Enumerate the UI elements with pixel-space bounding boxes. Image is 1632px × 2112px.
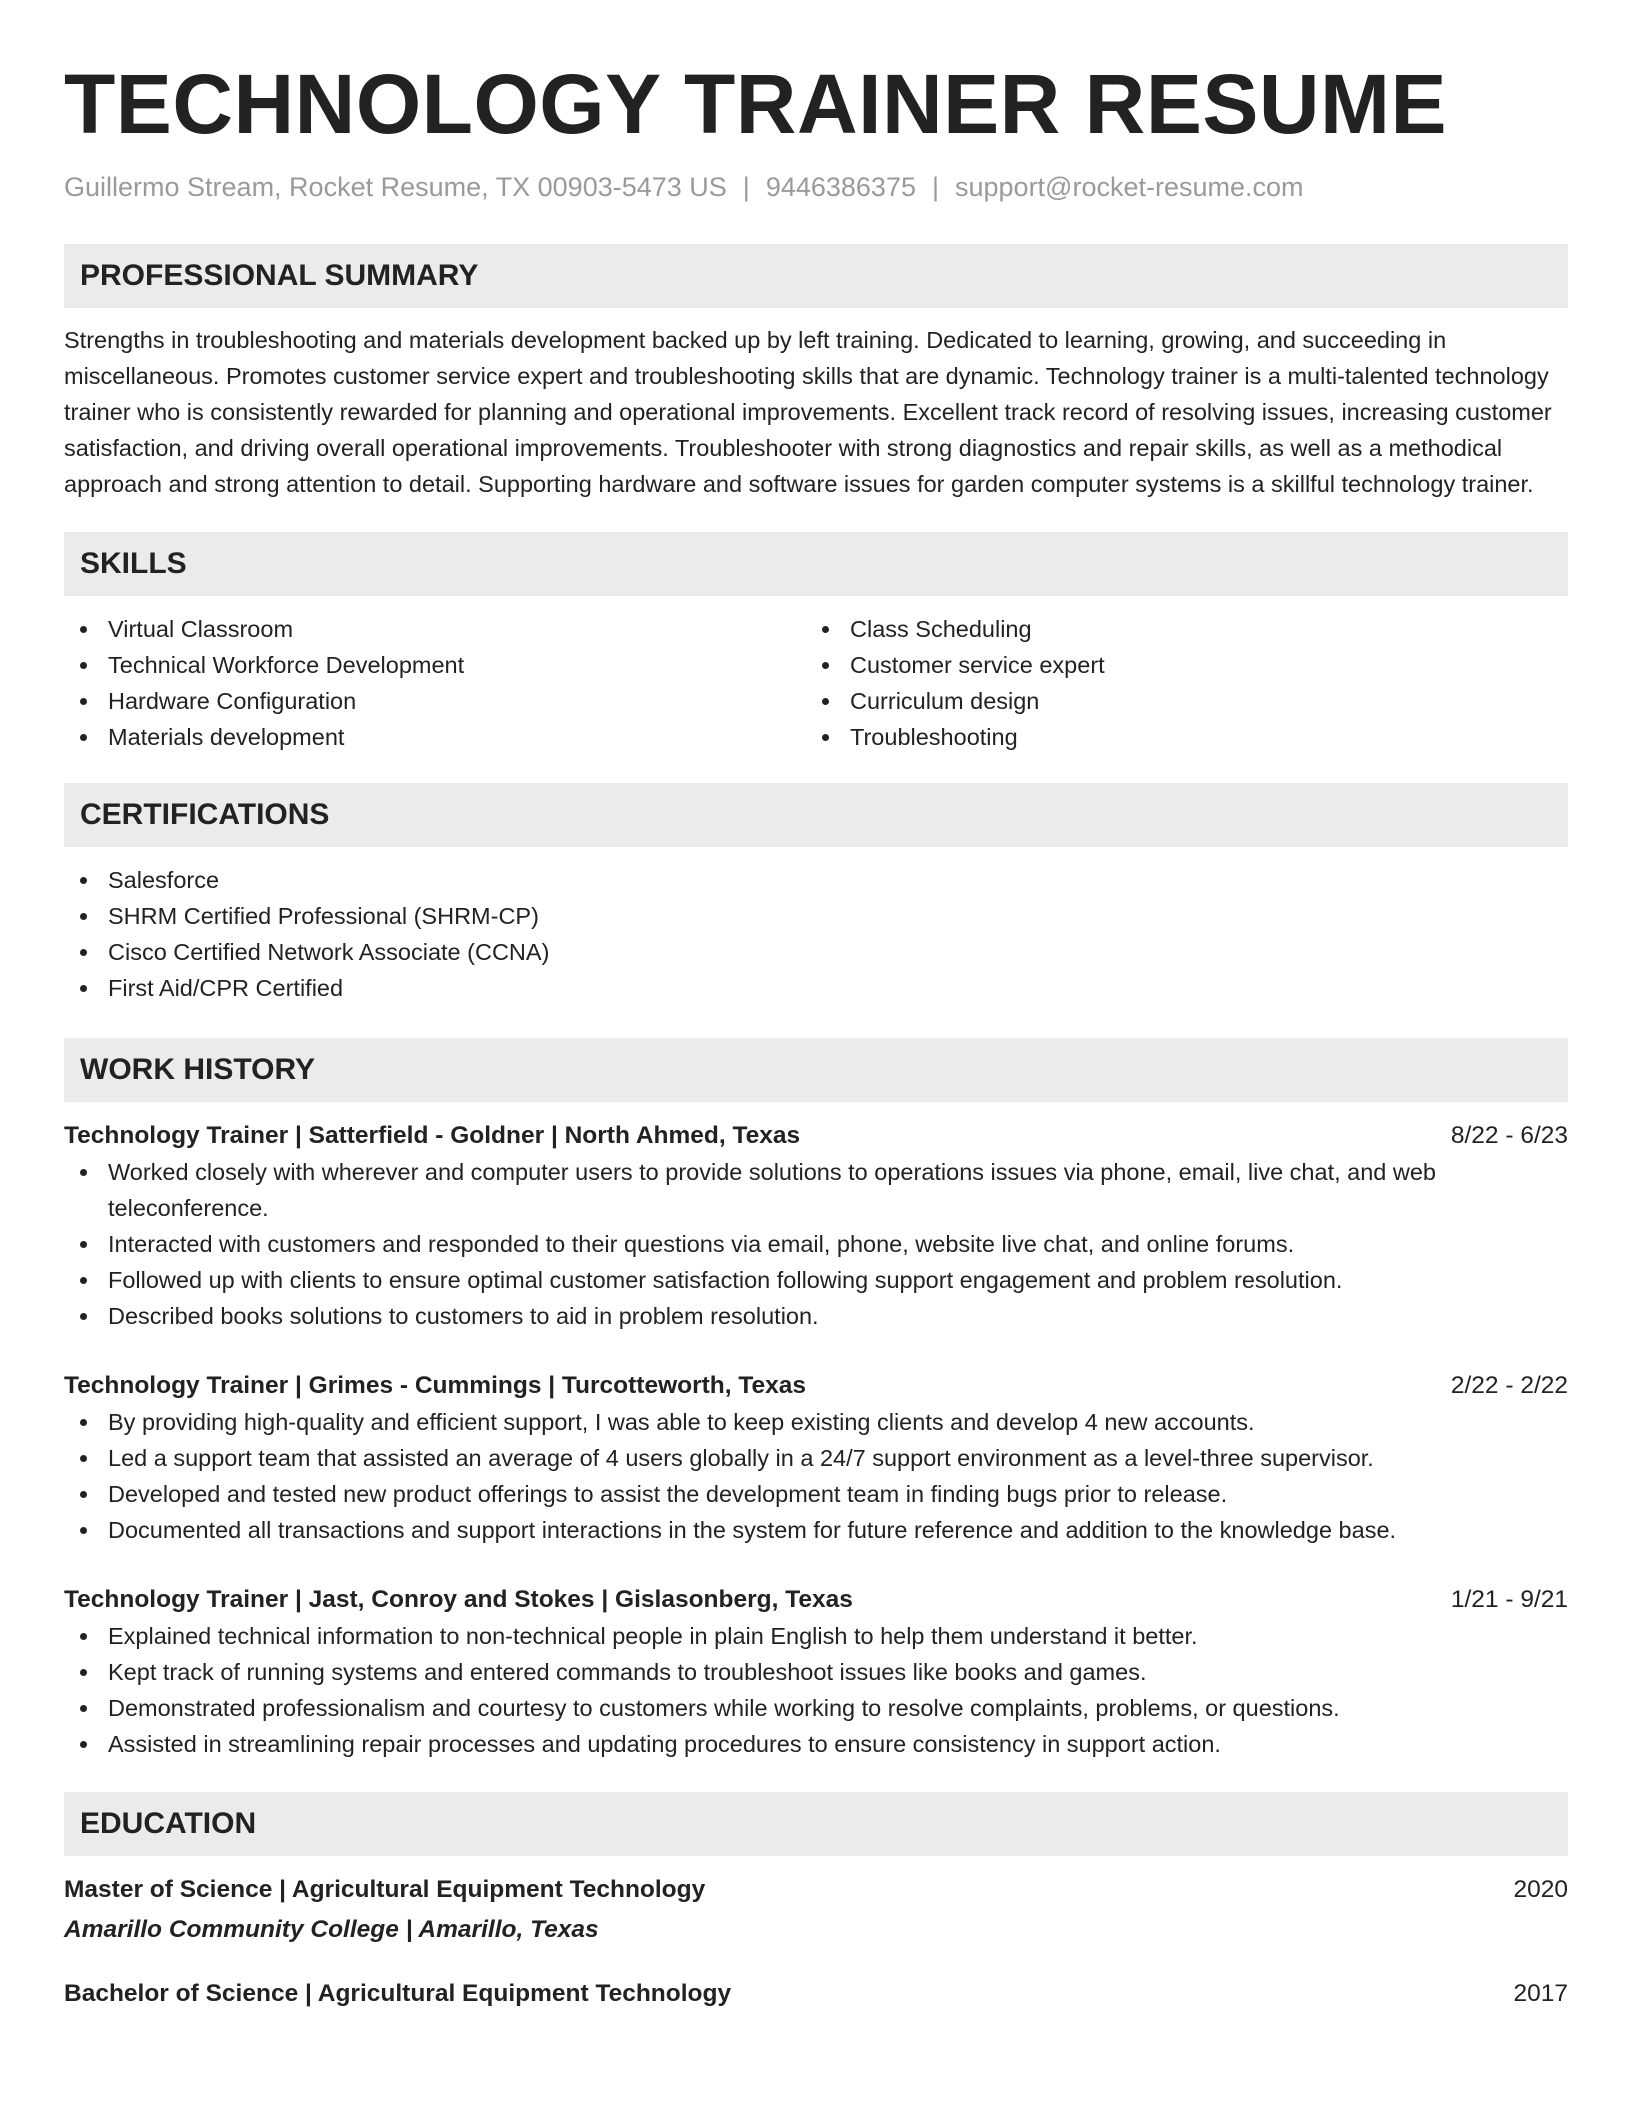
job-bullet xyxy=(64,1690,1568,1726)
summary-text: Strengths in troubleshooting and materials development backed up by left training. Dedicated to learning, growing, and succeeding in miscellaneous. Promotes customer service expert and troubleshooting skills that are dynamic. Technology trainer is a multi-talented technology trainer who is consistently rewarded for planning and operational improvements. Excellent track record of resolving issues, increasing customer satisfaction, and driving overall operational improvements. Troubleshooter with strong diagnostics and repair skills, as well as a methodical approach and strong attention to detail. Supporting hardware and software issues for garden computer systems is a skillful technology trainer. xyxy=(64,327,1552,497)
job-bullet xyxy=(64,1618,1568,1654)
job-dates: 1/21 - 9/21 xyxy=(1450,1586,1568,1613)
job-bullet xyxy=(64,1512,1568,1548)
education-header xyxy=(64,1872,1568,1908)
bullet-icon xyxy=(80,1277,87,1284)
education-degree: Master of Science | Agricultural Equipment Technology xyxy=(64,1876,706,1903)
job-title: Technology Trainer | Jast, Conroy and Stokes | Gislasonberg, Texas xyxy=(64,1586,853,1613)
education-year: 2020 xyxy=(1513,1876,1568,1903)
skill-label: Virtual Classroom xyxy=(108,616,294,642)
job-bullet xyxy=(64,1298,1568,1334)
job-title: Technology Trainer | Grimes - Cummings | Turcotteworth, Texas xyxy=(64,1372,807,1399)
bullet-icon xyxy=(80,985,87,992)
job-bullet xyxy=(64,1404,1568,1440)
certification-item xyxy=(64,862,1568,898)
job-bullet-text: Kept track of running systems and entered commands to troubleshoot issues like books and games. xyxy=(108,1659,1147,1685)
job-bullets xyxy=(64,1154,1568,1334)
skills-column-right xyxy=(806,611,1548,755)
bullet-icon xyxy=(80,734,87,741)
contact-separator: | xyxy=(931,172,939,202)
bullet-icon xyxy=(80,1419,87,1426)
job-bullet-text: Developed and tested new product offerings to assist the development team in finding bugs prior to release. xyxy=(108,1481,1228,1507)
job-bullet-text: Followed up with clients to ensure optimal customer satisfaction following support engagement and problem resolution. xyxy=(108,1267,1343,1293)
certification-item xyxy=(64,970,1568,1006)
bullet-icon xyxy=(80,662,87,669)
bullet-icon xyxy=(80,1669,87,1676)
bullet-icon xyxy=(80,1741,87,1748)
section-header-skills: SKILLS xyxy=(64,532,1568,596)
contact-address: Guillermo Stream, Rocket Resume, TX 00903-5473 US xyxy=(64,172,727,202)
job-bullet xyxy=(64,1440,1568,1476)
job-bullet-text: Interacted with customers and responded to their questions via email, phone, website live chat, and online forums. xyxy=(108,1231,1295,1257)
job-bullet xyxy=(64,1726,1568,1762)
bullet-icon xyxy=(822,698,829,705)
job-dates: 2/22 - 2/22 xyxy=(1450,1372,1568,1399)
education-year: 2017 xyxy=(1513,1980,1568,2007)
bullet-icon xyxy=(80,1241,87,1248)
skill-item xyxy=(806,611,1548,647)
resume-page xyxy=(64,0,1568,2012)
bullet-icon xyxy=(80,1455,87,1462)
bullet-icon xyxy=(80,1169,87,1176)
skill-label: Customer service expert xyxy=(850,652,1105,678)
bullet-icon xyxy=(80,913,87,920)
skill-item xyxy=(64,719,806,755)
job-dates: 8/22 - 6/23 xyxy=(1450,1122,1568,1149)
bullet-icon xyxy=(80,626,87,633)
job-bullet-text: Described books solutions to customers to aid in problem resolution. xyxy=(108,1303,819,1329)
skills-grid xyxy=(64,611,1568,755)
skill-item xyxy=(64,683,806,719)
job-bullet-text: Explained technical information to non-technical people in plain English to help them understand it better. xyxy=(108,1623,1198,1649)
job-header xyxy=(64,1368,1568,1404)
education-header xyxy=(64,1976,1568,2012)
job-entry xyxy=(64,1368,1568,1548)
bullet-icon xyxy=(80,877,87,884)
certification-item xyxy=(64,934,1568,970)
job-bullet xyxy=(64,1154,1568,1226)
section-header-summary: PROFESSIONAL SUMMARY xyxy=(64,244,1568,308)
skill-label: Technical Workforce Development xyxy=(108,652,465,678)
job-bullet xyxy=(64,1654,1568,1690)
skill-label: Curriculum design xyxy=(850,688,1040,714)
skill-item xyxy=(806,683,1548,719)
job-bullets xyxy=(64,1618,1568,1762)
contact-phone: 9446386375 xyxy=(765,172,916,202)
job-header xyxy=(64,1118,1568,1154)
certifications-list xyxy=(64,862,1568,1006)
contact-email: support@rocket-resume.com xyxy=(955,172,1304,202)
bullet-icon xyxy=(80,1491,87,1498)
job-bullet-text: Led a support team that assisted an average of 4 users globally in a 24/7 support environment as a level-three supervisor. xyxy=(108,1445,1374,1471)
job-bullet xyxy=(64,1476,1568,1512)
job-bullet xyxy=(64,1262,1568,1298)
skills-column-left xyxy=(64,611,806,755)
certification-label: First Aid/CPR Certified xyxy=(108,975,344,1001)
bullet-icon xyxy=(822,734,829,741)
job-entry xyxy=(64,1118,1568,1334)
job-header xyxy=(64,1582,1568,1618)
bullet-icon xyxy=(822,662,829,669)
bullet-icon xyxy=(80,1527,87,1534)
bullet-icon xyxy=(80,949,87,956)
job-bullets xyxy=(64,1404,1568,1548)
bullet-icon xyxy=(822,626,829,633)
section-header-work-history: WORK HISTORY xyxy=(64,1038,1568,1102)
resume-title: TECHNOLOGY TRAINER RESUME xyxy=(64,57,1448,151)
contact-line xyxy=(64,170,1568,204)
skill-label: Troubleshooting xyxy=(850,724,1018,750)
skill-label: Materials development xyxy=(108,724,345,750)
job-bullet xyxy=(64,1226,1568,1262)
skill-label: Hardware Configuration xyxy=(108,688,357,714)
skills-list-left xyxy=(64,611,806,755)
bullet-icon xyxy=(80,1313,87,1320)
section-header-certifications: CERTIFICATIONS xyxy=(64,783,1568,847)
contact-separator: | xyxy=(742,172,750,202)
certification-item xyxy=(64,898,1568,934)
job-bullet-text: Worked closely with wherever and computer users to provide solutions to operations issues via phone, email, live chat, and web teleconference. xyxy=(108,1159,1437,1221)
skill-item xyxy=(806,647,1548,683)
job-bullet-text: Documented all transactions and support interactions in the system for future reference and addition to the knowledge base. xyxy=(108,1517,1397,1543)
certification-label: Salesforce xyxy=(108,867,220,893)
skill-item xyxy=(64,647,806,683)
education-school: Amarillo Community College | Amarillo, Texas xyxy=(64,1916,599,1943)
education-degree: Bachelor of Science | Agricultural Equipment Technology xyxy=(64,1980,732,2007)
bullet-icon xyxy=(80,698,87,705)
job-bullet-text: Assisted in streamlining repair processes and updating procedures to ensure consistency in support action. xyxy=(108,1731,1221,1757)
job-title: Technology Trainer | Satterfield - Goldner | North Ahmed, Texas xyxy=(64,1122,801,1149)
bullet-icon xyxy=(80,1633,87,1640)
education-entry xyxy=(64,1872,1568,1948)
certification-label: SHRM Certified Professional (SHRM-CP) xyxy=(108,903,539,929)
skill-label: Class Scheduling xyxy=(850,616,1032,642)
job-bullet-text: By providing high-quality and efficient support, I was able to keep existing clients and develop 4 new accounts. xyxy=(108,1409,1255,1435)
skills-list-right xyxy=(806,611,1548,755)
job-entry xyxy=(64,1582,1568,1762)
job-bullet-text: Demonstrated professionalism and courtesy to customers while working to resolve complaints, problems, or questions. xyxy=(108,1695,1340,1721)
section-header-education: EDUCATION xyxy=(64,1792,1568,1856)
skill-item xyxy=(64,611,806,647)
certification-label: Cisco Certified Network Associate (CCNA) xyxy=(108,939,550,965)
skill-item xyxy=(806,719,1548,755)
bullet-icon xyxy=(80,1705,87,1712)
education-entry xyxy=(64,1976,1568,2012)
